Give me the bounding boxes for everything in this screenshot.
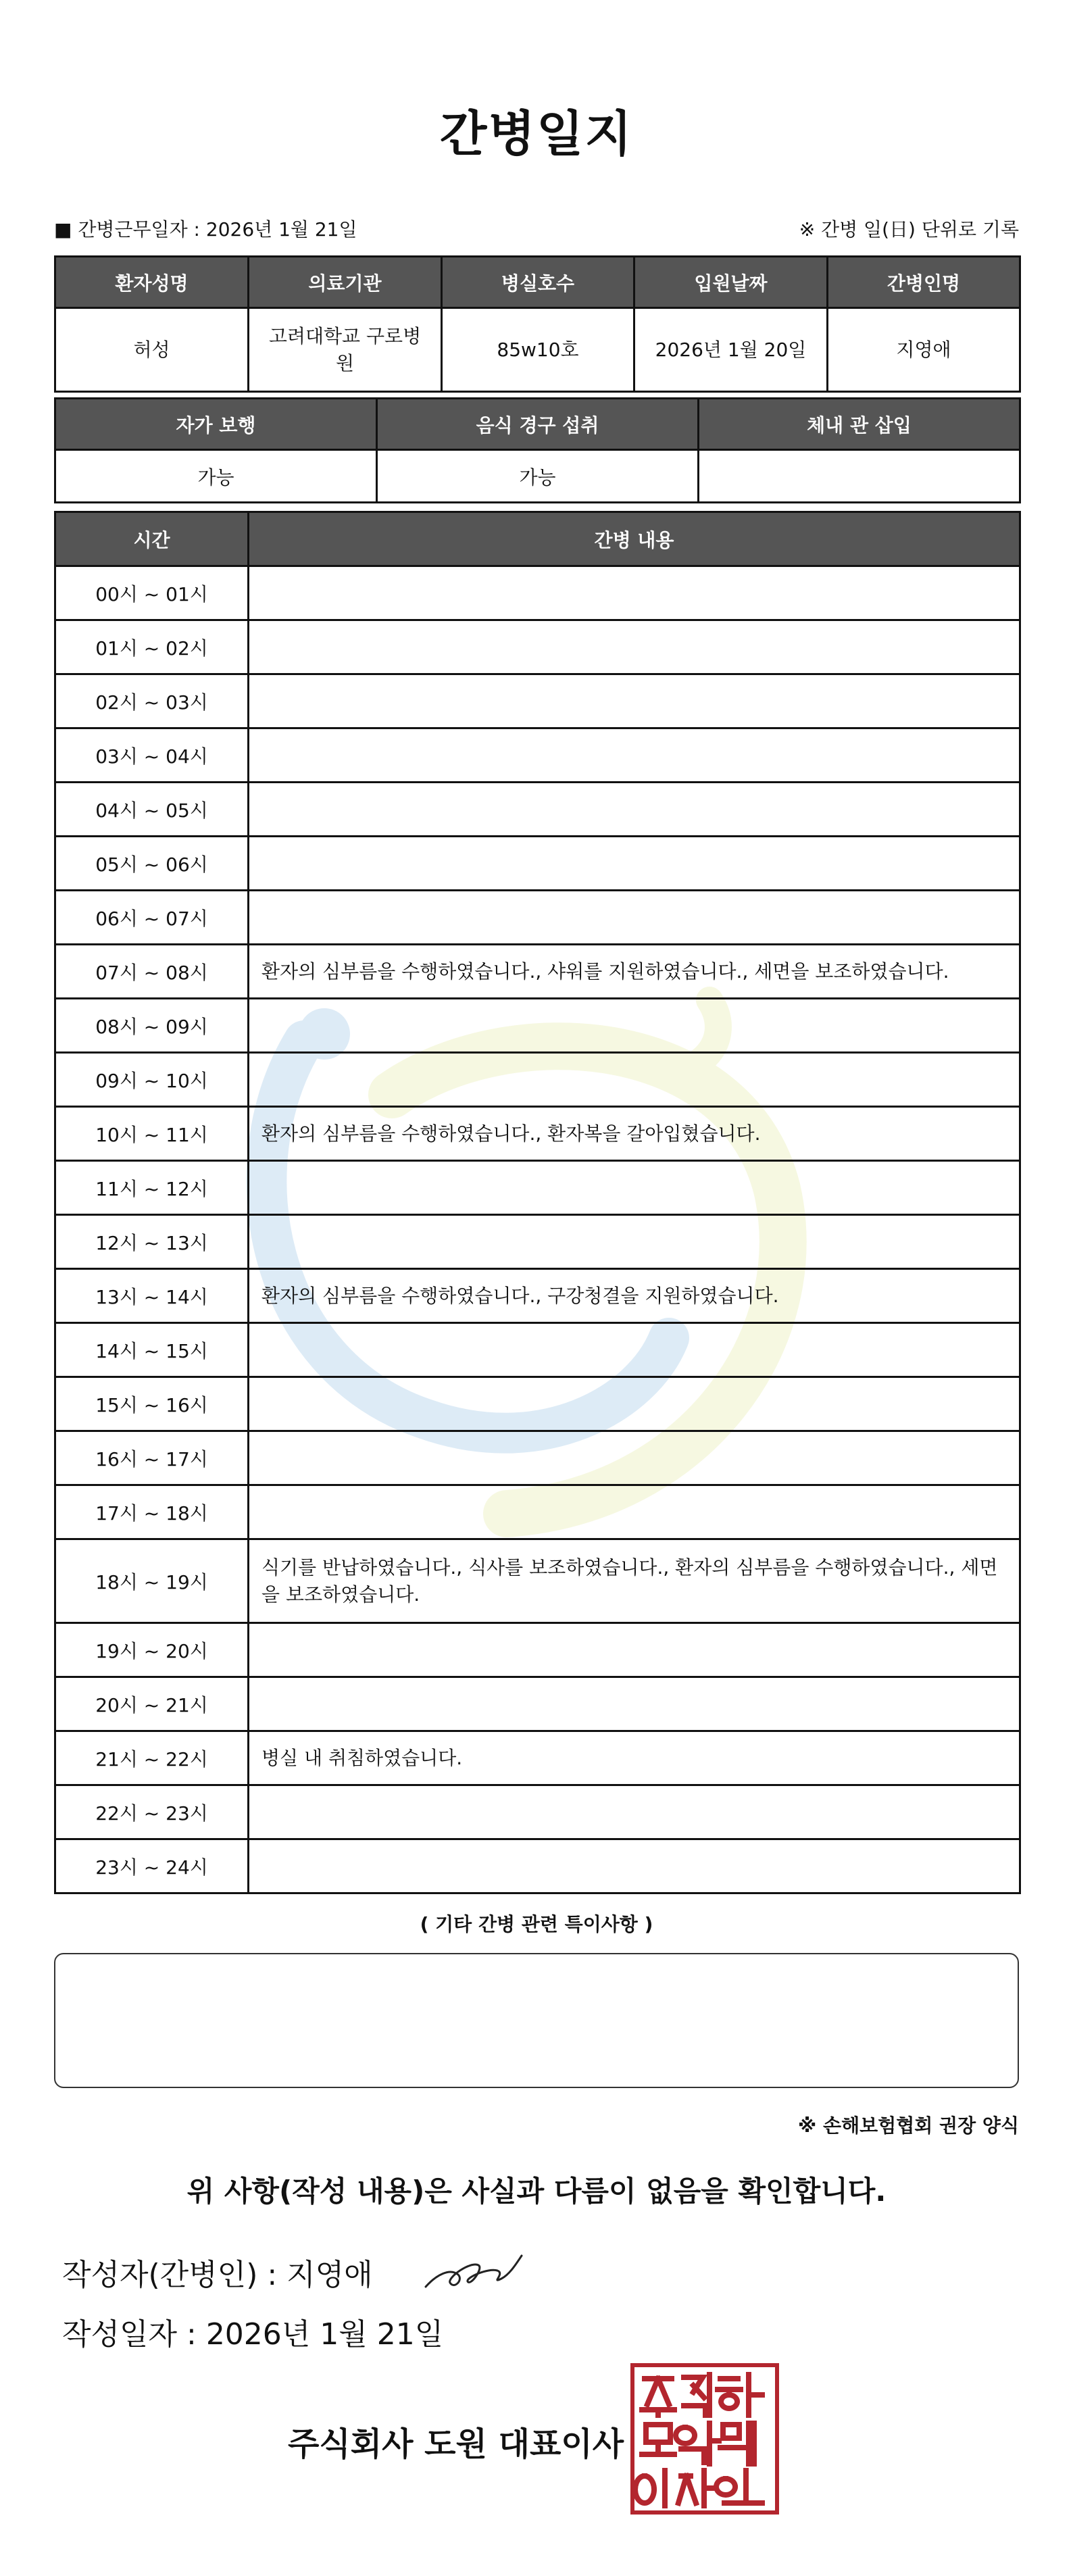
header-time: 시간 bbox=[55, 512, 249, 566]
table-row bbox=[55, 1677, 1020, 1731]
content-cell bbox=[249, 1053, 1020, 1107]
header-walking: 자가 보행 bbox=[55, 399, 377, 450]
work-date: ■ 간병근무일자 : 2026년 1월 21일 bbox=[54, 218, 357, 241]
table-row bbox=[55, 1539, 1020, 1623]
writer-line: 작성자(간병인) : 지영애 bbox=[62, 2258, 373, 2292]
table-row bbox=[55, 1161, 1020, 1215]
company-representative: 주식회사 도원 대표이사 bbox=[288, 2425, 624, 2463]
time-cell: 02시 ~ 03시 bbox=[55, 674, 249, 728]
table-row bbox=[55, 1377, 1020, 1431]
header-care-content: 간병 내용 bbox=[249, 512, 1020, 566]
signature-mark bbox=[423, 2248, 524, 2298]
time-cell: 22시 ~ 23시 bbox=[55, 1785, 249, 1839]
time-cell: 13시 ~ 14시 bbox=[55, 1269, 249, 1323]
header-caregiver: 간병인명 bbox=[828, 257, 1020, 308]
content-cell bbox=[249, 1785, 1020, 1839]
time-cell: 05시 ~ 06시 bbox=[55, 837, 249, 891]
table-row bbox=[55, 891, 1020, 945]
table-row bbox=[55, 1323, 1020, 1377]
content-cell bbox=[249, 1839, 1020, 1893]
time-cell: 06시 ~ 07시 bbox=[55, 891, 249, 945]
time-cell: 09시 ~ 10시 bbox=[55, 1053, 249, 1107]
notes-label: ( 기타 간병 관련 특이사항 ) bbox=[420, 1913, 653, 1935]
time-cell: 12시 ~ 13시 bbox=[55, 1215, 249, 1269]
content-cell bbox=[249, 1377, 1020, 1431]
time-cell: 23시 ~ 24시 bbox=[55, 1839, 249, 1893]
admit-date: 2026년 1월 20일 bbox=[634, 308, 828, 392]
content-cell bbox=[249, 837, 1020, 891]
ability-table bbox=[54, 397, 1021, 503]
content-cell: 병실 내 취침하였습니다. bbox=[249, 1731, 1020, 1785]
header-admit-date: 입원날짜 bbox=[634, 257, 828, 308]
time-cell: 07시 ~ 08시 bbox=[55, 945, 249, 999]
content-cell: 환자의 심부름을 수행하였습니다., 구강청결을 지원하였습니다. bbox=[249, 1269, 1020, 1323]
content-cell bbox=[249, 728, 1020, 783]
patient-name: 허성 bbox=[55, 308, 249, 392]
content-cell bbox=[249, 999, 1020, 1053]
table-row bbox=[55, 620, 1020, 674]
table-row bbox=[55, 1053, 1020, 1107]
time-cell: 04시 ~ 05시 bbox=[55, 783, 249, 837]
content-cell bbox=[249, 1431, 1020, 1485]
table-row bbox=[55, 783, 1020, 837]
content-cell bbox=[249, 1677, 1020, 1731]
notes-box bbox=[54, 1953, 1019, 2088]
time-cell: 00시 ~ 01시 bbox=[55, 566, 249, 620]
content-cell bbox=[249, 620, 1020, 674]
content-cell bbox=[249, 891, 1020, 945]
table-row bbox=[55, 1623, 1020, 1677]
content-cell bbox=[249, 674, 1020, 728]
content-cell: 식기를 반납하였습니다., 식사를 보조하였습니다., 환자의 심부름을 수행하였습니다., 세면을 보조하였습니다. bbox=[249, 1539, 1020, 1623]
content-cell bbox=[249, 1623, 1020, 1677]
caregiver-name: 지영애 bbox=[828, 308, 1020, 392]
content-cell: 환자의 심부름을 수행하였습니다., 샤워를 지원하였습니다., 세면을 보조하였습니다. bbox=[249, 945, 1020, 999]
content-cell bbox=[249, 1215, 1020, 1269]
care-log-table bbox=[54, 511, 1021, 1894]
room-number: 85w10호 bbox=[442, 308, 634, 392]
content-cell bbox=[249, 1485, 1020, 1539]
content-cell bbox=[249, 1161, 1020, 1215]
table-row bbox=[55, 837, 1020, 891]
table-row bbox=[55, 1839, 1020, 1893]
time-cell: 14시 ~ 15시 bbox=[55, 1323, 249, 1377]
table-row bbox=[55, 1107, 1020, 1161]
content-cell bbox=[249, 1323, 1020, 1377]
unit-note: ※ 간병 일(日) 단위로 기록 bbox=[799, 218, 1019, 241]
written-date: 작성일자 : 2026년 1월 21일 bbox=[62, 2317, 444, 2352]
recommend-note: ※ 손해보험협회 권장 양식 bbox=[798, 2114, 1019, 2137]
time-cell: 08시 ~ 09시 bbox=[55, 999, 249, 1053]
content-cell bbox=[249, 783, 1020, 837]
oral-intake-value: 가능 bbox=[377, 450, 699, 503]
company-seal bbox=[630, 2362, 780, 2515]
page-title: 간병일지 bbox=[439, 105, 634, 162]
meta-row bbox=[54, 215, 1019, 242]
header-room: 병실호수 bbox=[442, 257, 634, 308]
time-cell: 20시 ~ 21시 bbox=[55, 1677, 249, 1731]
table-row bbox=[55, 1215, 1020, 1269]
table-row bbox=[55, 999, 1020, 1053]
header-oral-intake: 음식 경구 섭취 bbox=[377, 399, 699, 450]
table-row bbox=[55, 674, 1020, 728]
time-cell: 11시 ~ 12시 bbox=[55, 1161, 249, 1215]
time-cell: 10시 ~ 11시 bbox=[55, 1107, 249, 1161]
table-row bbox=[55, 1269, 1020, 1323]
tube-value bbox=[699, 450, 1020, 503]
content-cell bbox=[249, 566, 1020, 620]
header-tube: 체내 관 삽입 bbox=[699, 399, 1020, 450]
table-row bbox=[55, 945, 1020, 999]
table-row bbox=[55, 566, 1020, 620]
content-cell: 환자의 심부름을 수행하였습니다., 환자복을 갈아입혔습니다. bbox=[249, 1107, 1020, 1161]
table-row bbox=[55, 728, 1020, 783]
patient-info-table bbox=[54, 255, 1021, 393]
walking-value: 가능 bbox=[55, 450, 377, 503]
time-cell: 03시 ~ 04시 bbox=[55, 728, 249, 783]
confirm-statement: 위 사항(작성 내용)은 사실과 다름이 없음을 확인합니다. bbox=[186, 2175, 887, 2208]
time-cell: 01시 ~ 02시 bbox=[55, 620, 249, 674]
time-cell: 18시 ~ 19시 bbox=[55, 1539, 249, 1623]
time-cell: 16시 ~ 17시 bbox=[55, 1431, 249, 1485]
header-patient-name: 환자성명 bbox=[55, 257, 249, 308]
table-row bbox=[55, 1731, 1020, 1785]
table-row bbox=[55, 1431, 1020, 1485]
table-row bbox=[55, 1785, 1020, 1839]
time-cell: 21시 ~ 22시 bbox=[55, 1731, 249, 1785]
header-hospital: 의료기관 bbox=[249, 257, 442, 308]
time-cell: 15시 ~ 16시 bbox=[55, 1377, 249, 1431]
time-cell: 17시 ~ 18시 bbox=[55, 1485, 249, 1539]
hospital-name: 고려대학교 구로병원 bbox=[249, 308, 442, 392]
table-row bbox=[55, 1485, 1020, 1539]
time-cell: 19시 ~ 20시 bbox=[55, 1623, 249, 1677]
